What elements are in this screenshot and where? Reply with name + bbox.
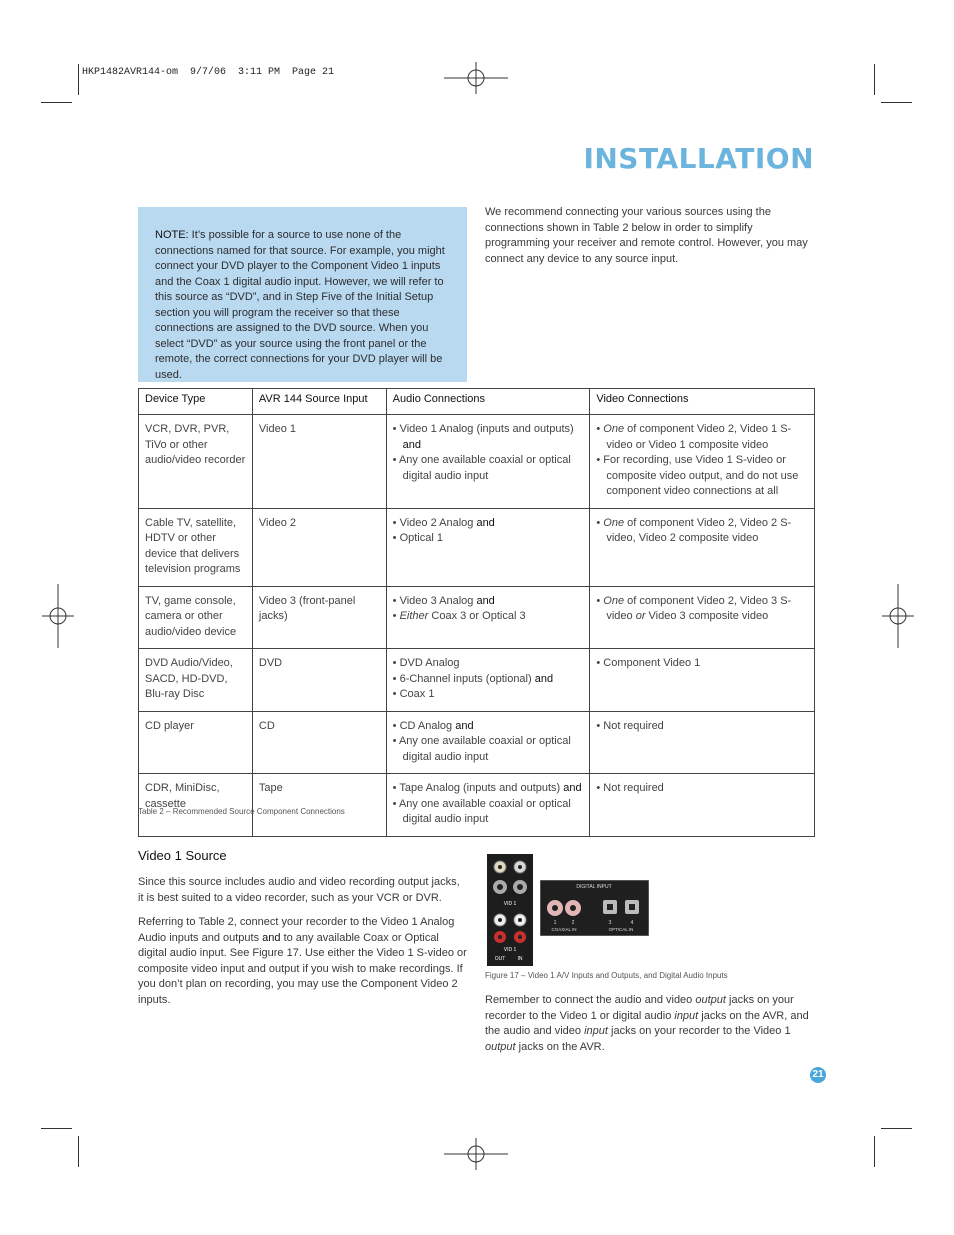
out-label: OUT <box>494 956 506 962</box>
video-item-emphasis: or <box>635 610 646 622</box>
table-header-row <box>139 389 815 415</box>
cell-device-type: CDR, MiniDisc, cassette <box>139 774 253 837</box>
cell-source-input: CD <box>252 711 386 774</box>
audio-item <box>393 656 584 672</box>
optical-in-label: OPTICAL IN <box>608 927 634 932</box>
cell-device-type: DVD Audio/Video, SACD, HD-DVD, Blu-ray Disc <box>139 649 253 712</box>
table-row <box>139 415 815 509</box>
cell-video-connections <box>590 508 815 586</box>
audio-item-text: • Any one available coaxial or optical digital audio input <box>392 735 571 763</box>
header-device-type: Device Type <box>139 389 253 415</box>
audio-item-text: • 6-Channel inputs (optional) <box>392 672 532 685</box>
vid1-label-top: VID 1 <box>503 901 517 907</box>
cell-video-connections <box>590 586 815 649</box>
audio-item <box>393 687 584 703</box>
video-item-emphasis: One <box>603 594 625 607</box>
cell-audio-connections <box>386 586 590 649</box>
audio-item <box>393 422 584 438</box>
header-audio-connections: Audio Connections <box>386 389 590 415</box>
figure-17-av-jacks <box>487 854 533 966</box>
table-row <box>139 774 815 837</box>
body-paragraph-1: Since this source includes audio and video recording output jacks, it is best suited to a video recorder, such as your VCR or DVR. <box>138 876 460 904</box>
cell-source-input: Tape <box>252 774 386 837</box>
cell-source-input: DVD <box>252 649 386 712</box>
audio-item <box>393 516 584 532</box>
remember-paragraph <box>485 993 815 1055</box>
remember-e: jacks on the AVR. <box>515 1040 605 1053</box>
video-item-text: of component Video 2, Video 2 S-video, Video 2 composite video <box>606 516 792 544</box>
connections-table <box>138 388 815 837</box>
audio-item: • Either Coax 3 or Optical 3 <box>392 610 526 622</box>
audio-item-and: and <box>531 672 554 685</box>
table-body <box>139 415 815 837</box>
video-item-text: of component Video 2, Video 3 S-video <box>606 594 792 622</box>
figure-17-digital-inputs <box>540 880 649 936</box>
registration-mark-right <box>882 584 914 648</box>
audio-item-text: Coax 3 or Optical 3 <box>428 610 526 622</box>
table-row <box>139 649 815 712</box>
video-item: • One of component Video 2, Video 1 S-video or Video 1 composite video <box>596 423 792 451</box>
printer-slug: HKP1482AVR144-om 9/7/06 3:11 PM Page 21 <box>82 67 335 78</box>
header-source-input: AVR 144 Source Input <box>252 389 386 415</box>
vid1-label-bottom: VID 1 <box>503 947 517 953</box>
video-item: • Not required <box>596 719 664 732</box>
remember-input-1: input <box>674 1009 699 1022</box>
audio-item-and: and <box>473 594 495 607</box>
video-item-text: Component Video 1 <box>603 657 701 669</box>
body-paragraph-2 <box>138 915 468 1008</box>
audio-item <box>393 438 584 454</box>
remember-b: jacks on your recorder to the Video 1 or digital audio <box>485 994 794 1022</box>
cell-video-connections <box>590 774 815 837</box>
remember-output-2: output <box>485 1040 516 1053</box>
header-video-connections: Video Connections <box>590 389 815 415</box>
section-heading: Video 1 Source <box>138 848 227 863</box>
audio-item-text: • Video 2 Analog <box>392 516 474 529</box>
jack-number-3: 3 <box>608 920 612 926</box>
audio-item-text: • Tape Analog (inputs and outputs) <box>392 782 561 794</box>
video-item: • For recording, use Video 1 S-video or composite video output, and do not use component video connections at all <box>596 454 799 497</box>
cell-video-connections <box>590 415 815 509</box>
video-item: • One of component Video 2, Video 3 S-video or Video 3 composite video <box>596 594 792 622</box>
cell-device-type: TV, game console, camera or other audio/video device <box>139 586 253 649</box>
cell-source-input: Video 2 <box>252 508 386 586</box>
audio-item <box>393 531 584 547</box>
audio-item <box>393 594 584 610</box>
remember-d: jacks on your recorder to the Video 1 <box>607 1025 791 1037</box>
audio-item-text: • DVD Analog <box>392 657 460 669</box>
audio-item-text: • Optical 1 <box>392 532 443 544</box>
in-label: IN <box>517 956 523 962</box>
cell-video-connections <box>590 649 815 712</box>
cell-source-input: Video 1 <box>252 415 386 509</box>
audio-item <box>393 672 584 688</box>
audio-item-and: and <box>452 719 474 732</box>
page-number: 21 <box>810 1067 826 1083</box>
video-item: • One of component Video 2, Video 2 S-video, Video 2 composite video <box>596 516 792 544</box>
para2-text-b: to any available Coax or Optical digital audio input. See Figure 17. Use either the Video 1 S-video or composite video input and output if you wish to make recordings. If you don’t plan on recording, you may use the Component Video 2 inputs. <box>138 931 467 1006</box>
cell-audio-connections <box>386 508 590 586</box>
audio-item <box>393 797 584 828</box>
cell-video-connections <box>590 711 815 774</box>
remember-a: Remember to connect the audio and video <box>485 994 696 1006</box>
remember-c: jacks on the AVR, and the audio and video <box>485 1009 809 1037</box>
audio-item-text: • Video 1 Analog (inputs and outputs) <box>392 423 574 435</box>
table-row <box>139 508 815 586</box>
video-item-text: For recording, use Video 1 S-video or composite video output, and do not use component video connections at all <box>603 454 799 497</box>
note-text: It’s possible for a source to use none of the connections named for that source. For example, you might connect your DVD player to the Component Video 1 inputs and the Coax 1 digital audio input. However, we will refer to this source as “DVD”, and in Step Five of the Initial Setup section you will program the receiver so that these connections are assigned to the DVD source. When you select “DVD” as your source using the front panel or the remote, the correct connections for your DVD player will be used. <box>155 229 445 381</box>
cell-device-type: CD player <box>139 711 253 774</box>
video-item: • Not required <box>596 782 664 794</box>
audio-item-emphasis: Either <box>399 610 429 622</box>
remember-input-2: input <box>584 1025 608 1037</box>
cell-audio-connections <box>386 649 590 712</box>
jack-number-4: 4 <box>630 920 634 926</box>
video-item-text: of component Video 2, Video 1 S-video or Video 1 composite video <box>606 423 792 451</box>
coaxial-in-label: COAXIAL IN <box>551 927 577 932</box>
page-title: INSTALLATION <box>583 142 814 175</box>
intro-paragraph: We recommend connecting your various sources using the connections shown in Table 2 below in order to simplify programming your receiver and remote control. However, you may connect any device to any source input. <box>485 206 808 265</box>
note-box <box>138 207 467 382</box>
digital-input-label: DIGITAL INPUT <box>576 884 612 890</box>
audio-item-text: and <box>402 438 422 451</box>
audio-item <box>393 734 584 765</box>
audio-item <box>393 781 584 797</box>
cell-audio-connections <box>386 415 590 509</box>
remember-output-1: output <box>695 994 726 1006</box>
cell-audio-connections <box>386 711 590 774</box>
table-caption: Table 2 – Recommended Source Component Connections <box>138 807 345 816</box>
audio-item-text: • CD Analog <box>392 719 453 732</box>
audio-item-text: • Coax 1 <box>392 688 435 700</box>
cell-device-type: VCR, DVR, PVR, TiVo or other audio/video recorder <box>139 415 253 509</box>
audio-item <box>393 719 584 735</box>
para2-and: and <box>262 931 281 944</box>
audio-item <box>393 453 584 484</box>
table-row <box>139 586 815 649</box>
video-item-emphasis: One <box>603 516 625 529</box>
figure-caption: Figure 17 – Video 1 A/V Inputs and Outputs, and Digital Audio Inputs <box>485 971 728 980</box>
video-item-text: Video 3 composite video <box>645 610 769 622</box>
para2-text-a: Referring to Table 2, connect your recorder to the Video 1 Analog Audio inputs and outputs <box>138 916 455 944</box>
audio-item-text: • Video 3 Analog <box>392 594 474 607</box>
registration-mark-bottom <box>444 1138 508 1170</box>
jack-number-1: 1 <box>553 920 557 926</box>
audio-item-text: • Any one available coaxial or optical digital audio input <box>392 797 571 825</box>
audio-item-and: and <box>560 782 582 794</box>
registration-mark-top <box>444 62 508 94</box>
table-row <box>139 711 815 774</box>
video-item-text: Not required <box>603 782 664 794</box>
cell-device-type: Cable TV, satellite, HDTV or other device that delivers television programs <box>139 508 253 586</box>
video-item-emphasis: One <box>603 423 625 435</box>
jack-number-2: 2 <box>571 920 575 926</box>
video-item-text: Not required <box>603 719 664 732</box>
audio-item-text: • Any one available coaxial or optical digital audio input <box>392 454 571 482</box>
note-label: NOTE: <box>155 229 189 241</box>
audio-item-and: and <box>473 516 495 529</box>
cell-audio-connections <box>386 774 590 837</box>
video-item: • Component Video 1 <box>596 657 701 669</box>
registration-mark-left <box>42 584 74 648</box>
cell-source-input: Video 3 (front-panel jacks) <box>252 586 386 649</box>
